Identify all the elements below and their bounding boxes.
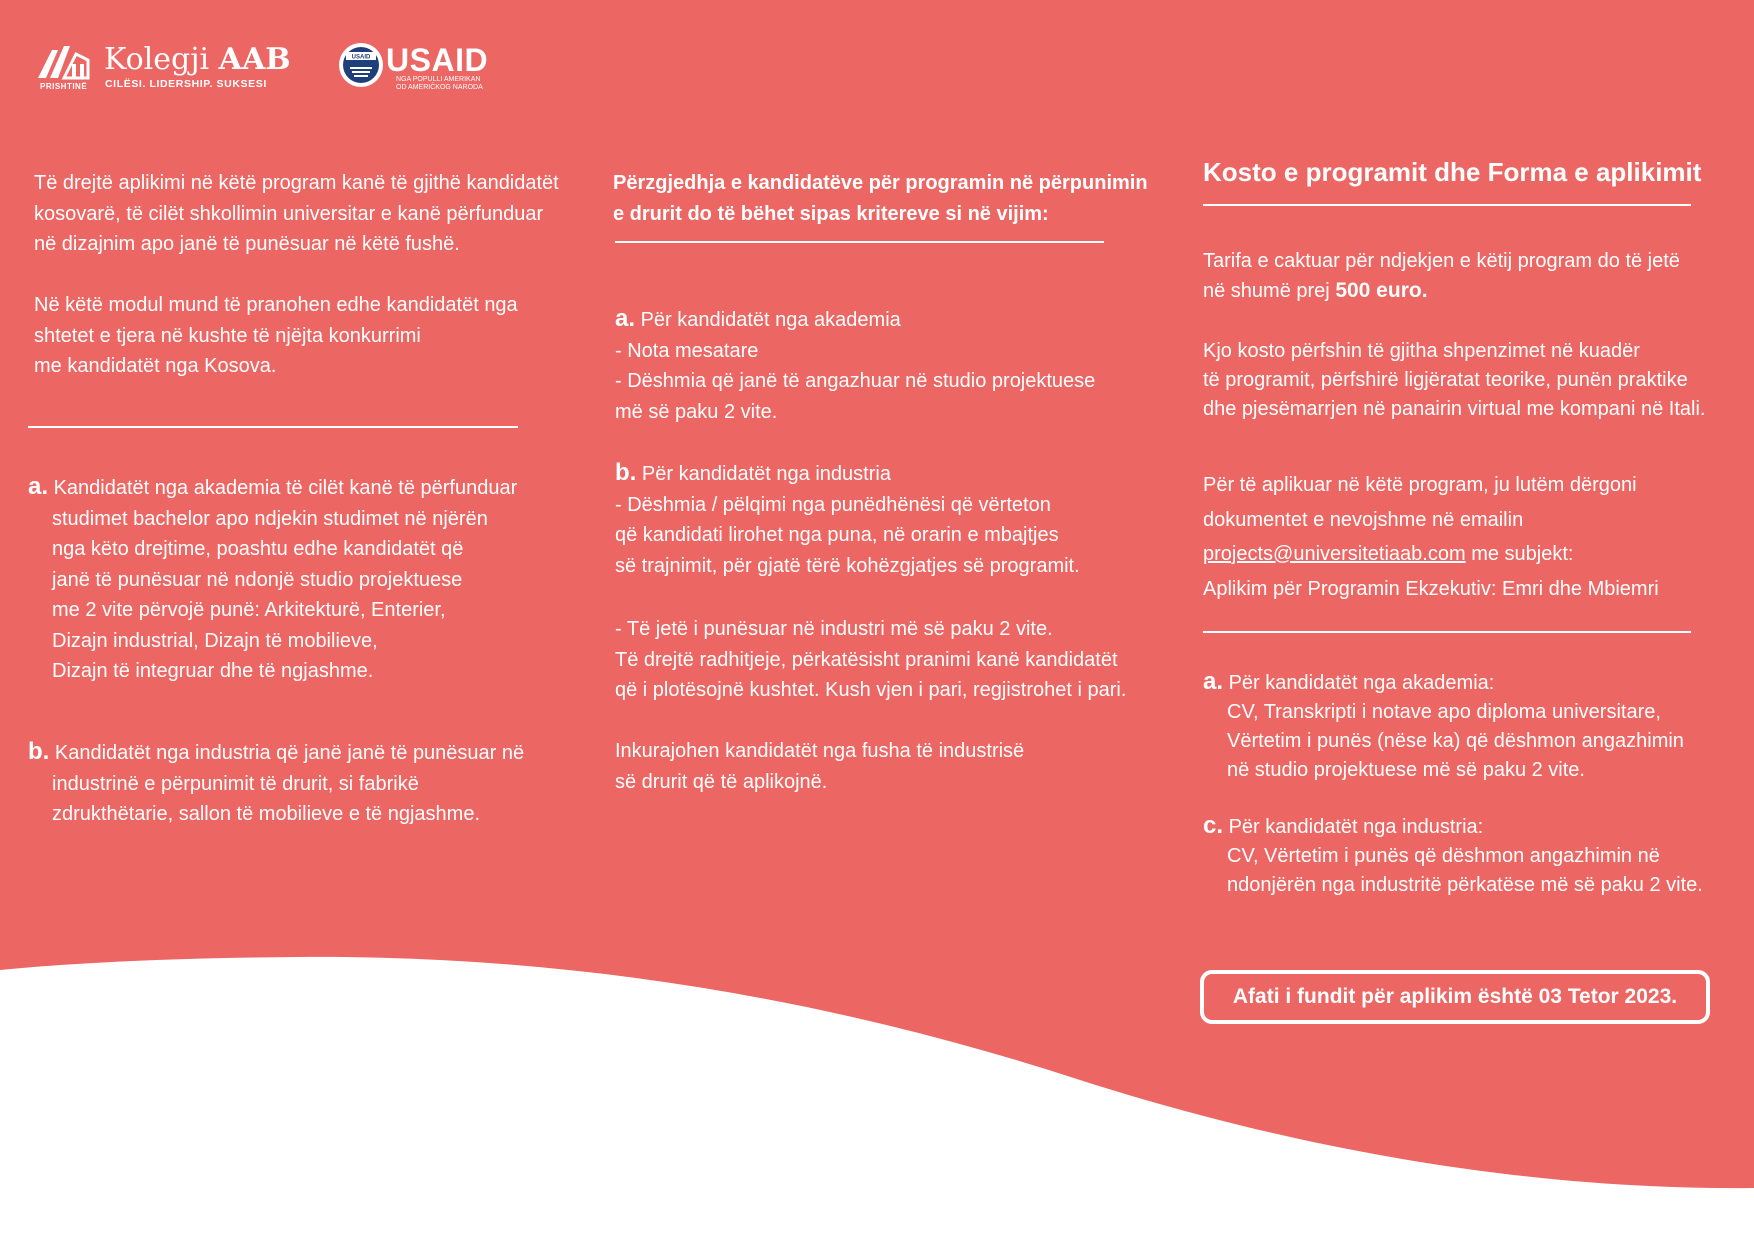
col2-encouragement-paragraph: [615, 736, 1155, 797]
col3-apply-line: Për të aplikuar në këtë program, ju lutëm dërgoni: [1203, 474, 1637, 496]
col3-cost-line: dhe pjesëmarrjen në panairin virtual me kompani në Itali.: [1203, 398, 1706, 420]
col3-fee-line: Tarifa e caktuar për ndjekjen e këtij program do të jetë: [1203, 250, 1680, 272]
col3-subject-label: me subjekt:: [1471, 543, 1574, 565]
col1-para2-line: Në këtë modul mund të pranohen edhe kandidatët nga: [34, 294, 518, 316]
col1-foreign-candidates-paragraph: [34, 290, 574, 382]
col2-a-line: më së paku 2 vite.: [615, 400, 778, 423]
col1-eligibility-paragraph: [34, 168, 574, 260]
col2-para4-line: Inkurajohen kandidatët nga fusha të industrisë: [615, 740, 1025, 762]
col2-a-letter: a.: [615, 305, 636, 332]
usaid-name: USAID: [386, 42, 489, 78]
col3-subject-line: Aplikim për Programin Ekzekutiv: Emri dhe Mbiemri: [1203, 577, 1659, 600]
svg-text:USAID: USAID: [351, 54, 371, 61]
col2-para3-line: që i plotësojnë kushtet. Kush vjen i pari, regjistrohet i pari.: [615, 679, 1127, 701]
col1-a-line: Dizajn industrial, Dizajn të mobilieve,: [52, 629, 378, 652]
col2-para3-line: - Të jetë i punësuar në industri më së paku 2 vite.: [615, 618, 1053, 640]
col3-cost-line: të programit, përfshirë ligjëratat teorike, punën praktike: [1203, 369, 1688, 391]
col2-a-title: Për kandidatët nga akademia: [640, 309, 901, 331]
col1-para1-line: kosovarë, të cilët shkollimin universitar e kanë përfunduar: [34, 202, 544, 225]
col3-cost-paragraph: [1203, 337, 1743, 424]
col1-b-line: Kandidatët nga industria që janë janë të punësuar në: [54, 742, 525, 764]
col3-a-line: në studio projektuese më së paku 2 vite.: [1227, 759, 1585, 781]
col3-fee-prefix: në shumë prej: [1203, 280, 1330, 302]
col3-fee-amount: 500 euro.: [1335, 279, 1428, 302]
col2-divider: [615, 241, 1104, 243]
col1-b-line: zdrukthëtarie, sallon të mobilieve e të ngjashme.: [52, 803, 481, 825]
col3-apply-paragraph: [1203, 468, 1743, 606]
col1-a-line: janë të punësuar në ndonjë studio projektuese: [52, 568, 463, 591]
col1-divider: [28, 426, 518, 428]
col1-a-line: nga këto drejtime, poashtu edhe kandidatët që: [52, 538, 464, 560]
col1-item-b: [28, 737, 568, 830]
aab-name-prefix: Kolegji: [104, 42, 210, 77]
col3-apply-line: dokumentet e nevojshme në emailin: [1203, 508, 1524, 531]
aab-name-bold: AAB: [218, 42, 291, 77]
col2-heading-line: Përzgjedhja e kandidatëve për programin në përpunimin: [613, 172, 1148, 194]
usaid-sub1: NGA POPULLI AMERIKAN: [396, 76, 481, 83]
col3-title-divider: [1203, 204, 1691, 206]
usaid-seal-icon: [338, 42, 384, 88]
col2-b-line: - Dëshmia / pëlqimi nga punëdhënësi që vërteton: [615, 493, 1051, 516]
col3-title: Kosto e programit dhe Forma e aplikimit: [1203, 157, 1702, 187]
col3-c-title: Për kandidatët nga industria:: [1228, 816, 1484, 838]
col3-cost-line: Kjo kosto përfshin të gjitha shpenzimet në kuadër: [1203, 340, 1640, 362]
col1-para1-line: në dizajnim apo janë të punësuar në këtë fushë.: [34, 233, 460, 255]
usaid-logo: [338, 42, 498, 94]
email-link[interactable]: projects@universitetiaab.com: [1203, 543, 1466, 565]
col1-item-a: [28, 472, 548, 687]
col2-heading-line: e drurit do të bëhet sipas kritereve si në vijim:: [613, 202, 1049, 225]
col2-ranking-paragraph: [615, 614, 1175, 706]
col3-item-c: [1203, 811, 1743, 900]
deadline-box: [1200, 970, 1710, 1024]
col3-a-title: Për kandidatët nga akademia:: [1228, 672, 1495, 694]
usaid-sub2: OD AMERIČKOG NARODA: [396, 84, 483, 91]
col2-b-title: Për kandidatët nga industria: [641, 463, 891, 485]
col2-a-line: - Nota mesatare: [615, 339, 759, 362]
col3-fee-paragraph: [1203, 247, 1723, 306]
col2-para4-line: së drurit që të aplikojnë.: [615, 770, 828, 793]
col2-a-line: - Dëshmia që janë të angazhuar në studio projektuese: [615, 370, 1096, 392]
col1-a-line: studimet bachelor apo ndjekin studimet në njërën: [52, 507, 488, 530]
col1-a-line: me 2 vite përvojë punë: Arkitekturë, Enterier,: [52, 599, 446, 621]
col1-b-line: industrinë e përpunimit të drurit, si fabrikë: [52, 772, 419, 795]
col1-a-line: Dizajn të integruar dhe të ngjashme.: [52, 660, 374, 682]
col2-b-line: që kandidati lirohet nga puna, në orarin e mbajtjes: [615, 524, 1059, 546]
col1-a-line: Kandidatët nga akademia të cilët kanë të përfunduar: [53, 477, 518, 499]
col3-apply-divider: [1203, 631, 1691, 633]
aab-city: PRISHTINË: [40, 82, 88, 91]
col3-a-line: Vërtetim i punës (nëse ka) që dëshmon angazhimin: [1227, 730, 1684, 752]
col3-a-letter: a.: [1203, 668, 1224, 695]
col1-a-letter: a.: [28, 473, 49, 500]
col3-a-line: CV, Transkripti i notave apo diploma universitare,: [1227, 701, 1661, 723]
col3-c-letter: c.: [1203, 812, 1224, 839]
col2-para3-line: Të drejtë radhitjeje, përkatësisht pranimi kanë kandidatët: [615, 648, 1118, 671]
aab-logo: [34, 40, 291, 96]
col1-b-letter: b.: [28, 738, 50, 765]
col2-item-a: [615, 304, 1155, 427]
col3-c-line: CV, Vërtetim i punës që dëshmon angazhimin në: [1227, 845, 1660, 867]
deadline-text: Afati i fundit për aplikim është 03 Tetor 2023.: [1232, 985, 1678, 1008]
col2-item-b: [615, 458, 1155, 581]
col1-para2-line: me kandidatët nga Kosova.: [34, 355, 277, 377]
col2-b-line: së trajnimit, për gjatë tërë kohëzgjatjes së programit.: [615, 554, 1080, 577]
col1-para2-line: shtetet e tjera në kushte të njëjta konkurrimi: [34, 324, 421, 347]
col3-item-a: [1203, 667, 1743, 785]
col2-b-letter: b.: [615, 459, 637, 486]
col1-para1-line: Të drejtë aplikimi në këtë program kanë të gjithë kandidatët: [34, 172, 559, 194]
col3-c-line: ndonjërën nga industritë përkatëse më së paku 2 vite.: [1227, 874, 1703, 896]
aab-tagline: CILËSI. LIDERSHIP. SUKSESI: [105, 78, 267, 90]
col2-selection-heading: [613, 168, 1173, 229]
